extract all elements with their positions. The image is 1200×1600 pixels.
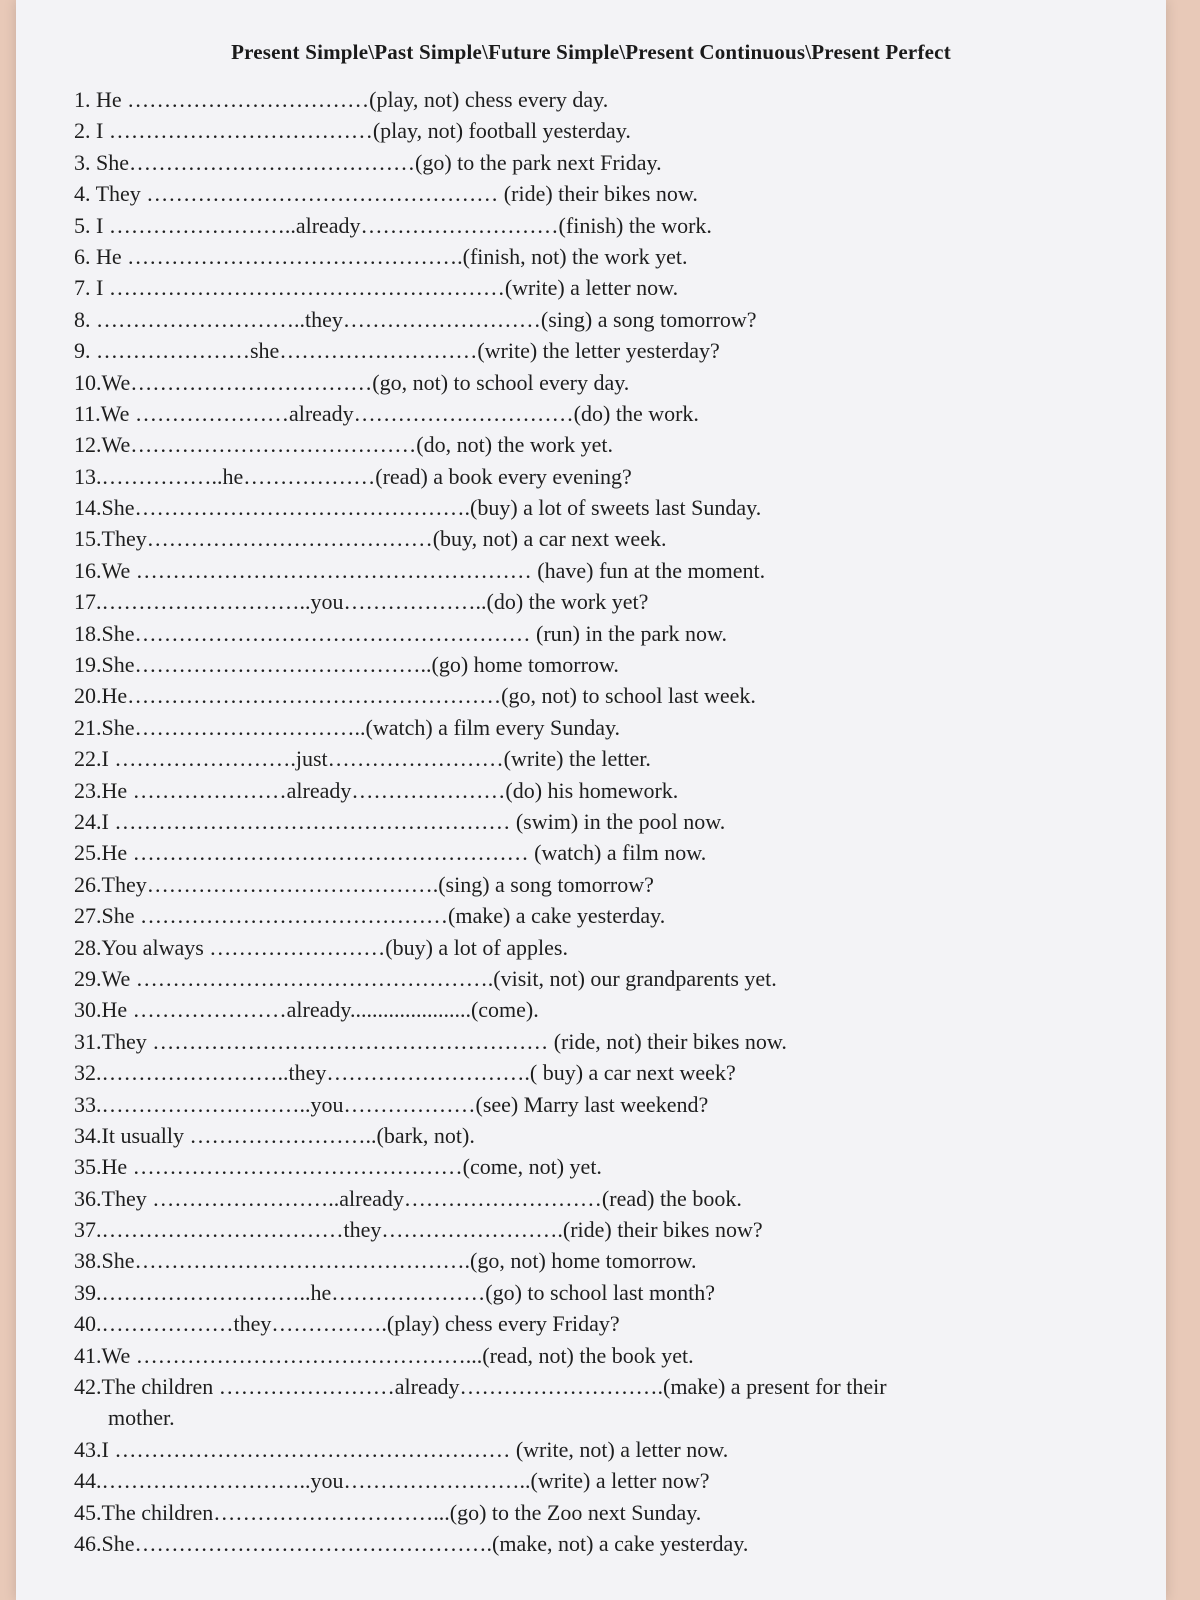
exercise-6: 6. He ……………………………………….(finish, not) the work yet. bbox=[74, 243, 688, 269]
exercise-15: 15.They…………………………………(buy, not) a car next week. bbox=[74, 526, 667, 552]
exercise-5: 5. I ……………………..already………………………(finish) the work. bbox=[74, 212, 712, 238]
exercise-35: 35.He ………………………………………(come, not) yet. bbox=[74, 1154, 602, 1180]
worksheet-paper bbox=[16, 0, 1166, 1600]
exercise-8: 8. ………………………..they………………………(sing) a song tomorrow? bbox=[74, 306, 757, 332]
exercise-19: 19.She…………………………………..(go) home tomorrow. bbox=[74, 652, 619, 678]
exercise-29: 29.We ………………………………………….(visit, not) our grandparents yet. bbox=[74, 965, 777, 991]
exercise-25: 25.He ……………………………………………… (watch) a film now. bbox=[74, 840, 707, 866]
exercise-26: 26.They………………………………….(sing) a song tomorrow? bbox=[74, 871, 654, 897]
exercise-11: 11.We …………………already…………………………(do) the work. bbox=[74, 400, 699, 426]
exercise-40: 40.………………they…………….(play) chess every Friday? bbox=[74, 1311, 620, 1337]
exercise-2: 2. I ………………………………(play, not) football yesterday. bbox=[74, 118, 631, 144]
exercise-21: 21.She…………………………..(watch) a film every Sunday. bbox=[74, 714, 621, 740]
exercise-10: 10.We……………………………(go, not) to school every day. bbox=[74, 369, 630, 395]
exercise-9: 9. …………………she………………………(write) the letter yesterday? bbox=[74, 338, 720, 364]
exercise-3: 3. She…………………………………(go) to the park next Friday. bbox=[74, 149, 662, 175]
exercise-42-cont-text: mother. bbox=[108, 1405, 175, 1431]
exercise-31: 31.They ……………………………………………… (ride, not) their bikes now. bbox=[74, 1028, 787, 1054]
exercise-43: 43.I ……………………………………………… (write, not) a letter now. bbox=[74, 1436, 729, 1462]
exercise-41: 41.We ………………………………………...(read, not) the book yet. bbox=[74, 1342, 694, 1368]
exercise-4: 4. They ………………………………………… (ride) their bikes now. bbox=[74, 181, 698, 207]
exercise-16: 16.We ……………………………………………… (have) fun at the moment. bbox=[74, 557, 766, 583]
exercise-27: 27.She ……………………………………(make) a cake yesterday. bbox=[74, 903, 666, 929]
exercise-34: 34.It usually ……………………..(bark, not). bbox=[74, 1122, 475, 1148]
exercise-32: 32.……………………..they……………………….( buy) a car next week? bbox=[74, 1060, 736, 1086]
exercise-1: 1. He ……………………………(play, not) chess every day. bbox=[74, 87, 609, 112]
exercise-12: 12.We…………………………………(do, not) the work yet. bbox=[74, 432, 613, 458]
exercise-28: 28.You always ……………………(buy) a lot of apples. bbox=[74, 934, 568, 960]
exercise-46: 46.She………………………………………….(make, not) a cake yesterday. bbox=[74, 1530, 749, 1556]
exercise-17: 17.………………………..you………………..(do) the work yet? bbox=[74, 589, 649, 615]
exercise-44: 44.………………………..you……………………..(write) a letter now? bbox=[74, 1468, 710, 1494]
exercise-list bbox=[74, 84, 1154, 1559]
exercise-30: 30.He …………………already......................(come). bbox=[74, 997, 539, 1023]
exercise-14: 14.She……………………………………….(buy) a lot of sweets last Sunday. bbox=[74, 495, 762, 521]
exercise-18: 18.She……………………………………………… (run) in the park now. bbox=[74, 620, 728, 646]
exercise-36: 36.They ……………………..already………………………(read) the book. bbox=[74, 1185, 742, 1211]
exercise-39: 39.………………………..he…………………(go) to school last month? bbox=[74, 1279, 716, 1305]
exercise-45: 45.The children…………………………...(go) to the Zoo next Sunday. bbox=[74, 1499, 702, 1525]
exercise-24: 24.I ……………………………………………… (swim) in the pool now. bbox=[74, 808, 726, 834]
exercise-33: 33.………………………..you………………(see) Marry last weekend? bbox=[74, 1091, 709, 1117]
exercise-23: 23.He …………………already…………………(do) his homework. bbox=[74, 777, 679, 803]
exercise-13: 13.……………..he………………(read) a book every evening? bbox=[74, 463, 632, 489]
exercise-22: 22.I …………………….just……………………(write) the letter. bbox=[74, 746, 651, 772]
exercise-42: 42.The children ……………………already……………………….(make) a present for their bbox=[74, 1374, 887, 1400]
exercise-7: 7. I ………………………………………………(write) a letter now. bbox=[74, 275, 679, 301]
worksheet-title: Present Simple\Past Simple\Future Simple\Present Continuous\Present Perfect bbox=[231, 40, 951, 64]
exercise-42-continuation bbox=[74, 1402, 1154, 1433]
exercise-37: 37.……………………………they…………………….(ride) their bikes now? bbox=[74, 1217, 763, 1243]
exercise-20: 20.He……………………………………………(go, not) to school last week. bbox=[74, 683, 756, 709]
exercise-38: 38.She……………………………………….(go, not) home tomorrow. bbox=[74, 1248, 697, 1274]
